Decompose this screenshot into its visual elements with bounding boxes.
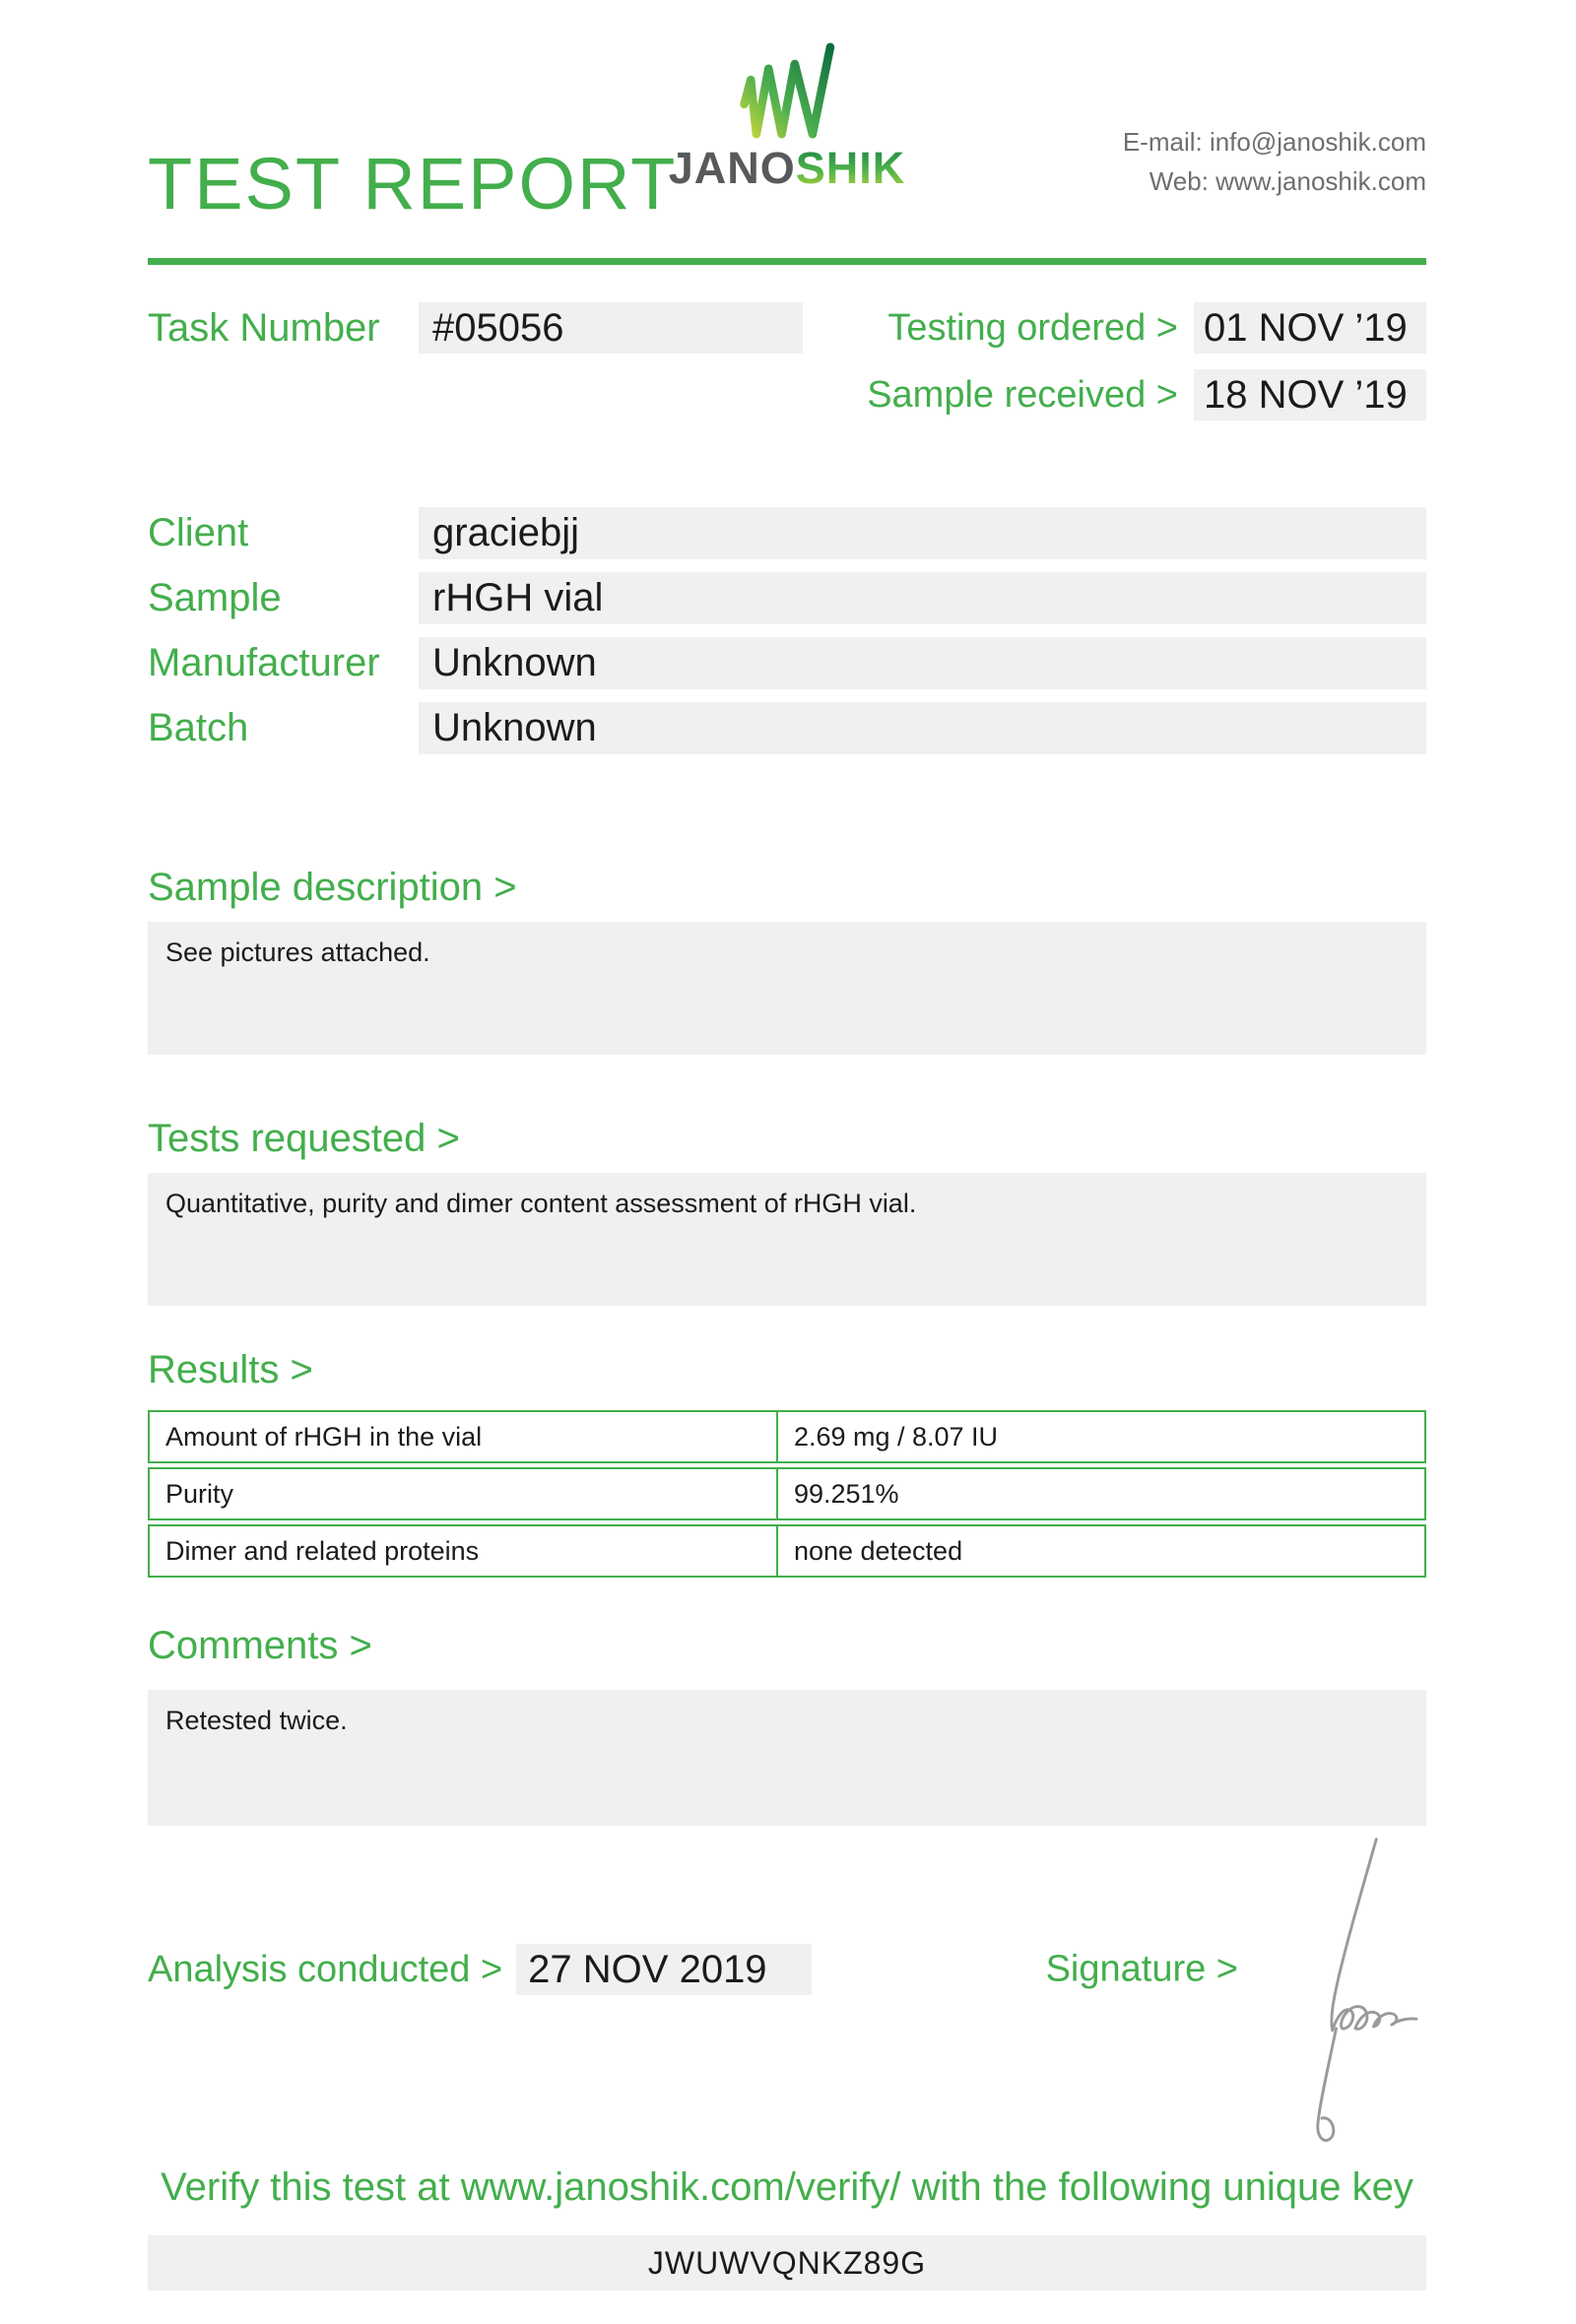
manufacturer-value: Unknown	[419, 637, 1426, 689]
manufacturer-row	[148, 637, 1426, 689]
signature-label: Signature >	[1045, 1948, 1238, 1990]
logo-chart-icon	[669, 41, 906, 142]
dates-group	[867, 302, 1426, 420]
batch-label: Batch	[148, 706, 249, 749]
client-row	[148, 507, 1426, 559]
info-section	[148, 507, 1426, 754]
web-line: Web: www.janoshik.com	[1149, 166, 1426, 197]
verify-key: JWUWVQNKZ89G	[647, 2244, 927, 2281]
verify-key-box	[148, 2235, 1426, 2291]
result-value-cell: none detected	[793, 1535, 963, 1566]
task-number-label: Task Number	[148, 305, 380, 350]
sample-value: rHGH vial	[419, 572, 1426, 624]
result-row-purity	[148, 1467, 1426, 1520]
tests-requested-heading: Tests requested >	[148, 1117, 460, 1160]
logo-text-shik: SHIK	[795, 143, 906, 193]
result-label-cell: Dimer and related proteins	[150, 1526, 778, 1576]
batch-row	[148, 702, 1426, 754]
analysis-date-value: 27 NOV 2019	[516, 1944, 812, 1995]
sample-received-value: 18 NOV ’19	[1194, 369, 1426, 420]
result-label-cell: Purity	[150, 1469, 778, 1518]
sample-description-box: See pictures attached.	[148, 922, 1426, 1055]
logo-text-jano: JANO	[668, 143, 796, 193]
tests-requested-box: Quantitative, purity and dimer content assessment of rHGH vial.	[148, 1173, 1426, 1306]
logo-wordmark	[668, 143, 906, 193]
report-header	[148, 0, 1426, 258]
result-row-dimer	[148, 1524, 1426, 1578]
task-number-value: #05056	[419, 302, 803, 354]
meta-row	[148, 302, 1426, 420]
comments-box: Retested twice.	[148, 1690, 1426, 1826]
page-title: TEST REPORT	[148, 143, 678, 225]
result-value-cell: 99.251%	[793, 1478, 899, 1509]
verify-instruction: Verify this test at www.janoshik.com/verify/ with the following unique key	[161, 2165, 1413, 2209]
client-label: Client	[148, 511, 249, 554]
manufacturer-label: Manufacturer	[148, 641, 380, 684]
sample-label: Sample	[148, 576, 282, 619]
analysis-conducted-label: Analysis conducted >	[148, 1948, 503, 1990]
signature-image	[1275, 1830, 1432, 2155]
analysis-row	[148, 1944, 1426, 1995]
results-heading: Results >	[148, 1348, 313, 1391]
results-table	[148, 1410, 1426, 1578]
sample-row	[148, 572, 1426, 624]
batch-value: Unknown	[419, 702, 1426, 754]
result-row-amount	[148, 1410, 1426, 1463]
result-label-cell: Amount of rHGH in the vial	[150, 1412, 778, 1461]
task-number-row	[148, 302, 803, 354]
brand-logo	[668, 41, 906, 193]
client-value: graciebjj	[419, 507, 1426, 559]
contact-info	[1123, 122, 1426, 202]
testing-ordered-label: Testing ordered >	[887, 306, 1178, 349]
sample-description-heading: Sample description >	[148, 866, 517, 909]
testing-ordered-row	[867, 302, 1426, 354]
testing-ordered-value: 01 NOV ’19	[1194, 302, 1426, 354]
sample-received-row	[867, 369, 1426, 420]
result-value-cell: 2.69 mg / 8.07 IU	[793, 1421, 999, 1452]
header-rule	[148, 258, 1426, 265]
comments-heading: Comments >	[148, 1624, 372, 1667]
email-line: E-mail: info@janoshik.com	[1122, 127, 1426, 157]
sample-received-label: Sample received >	[867, 373, 1178, 416]
